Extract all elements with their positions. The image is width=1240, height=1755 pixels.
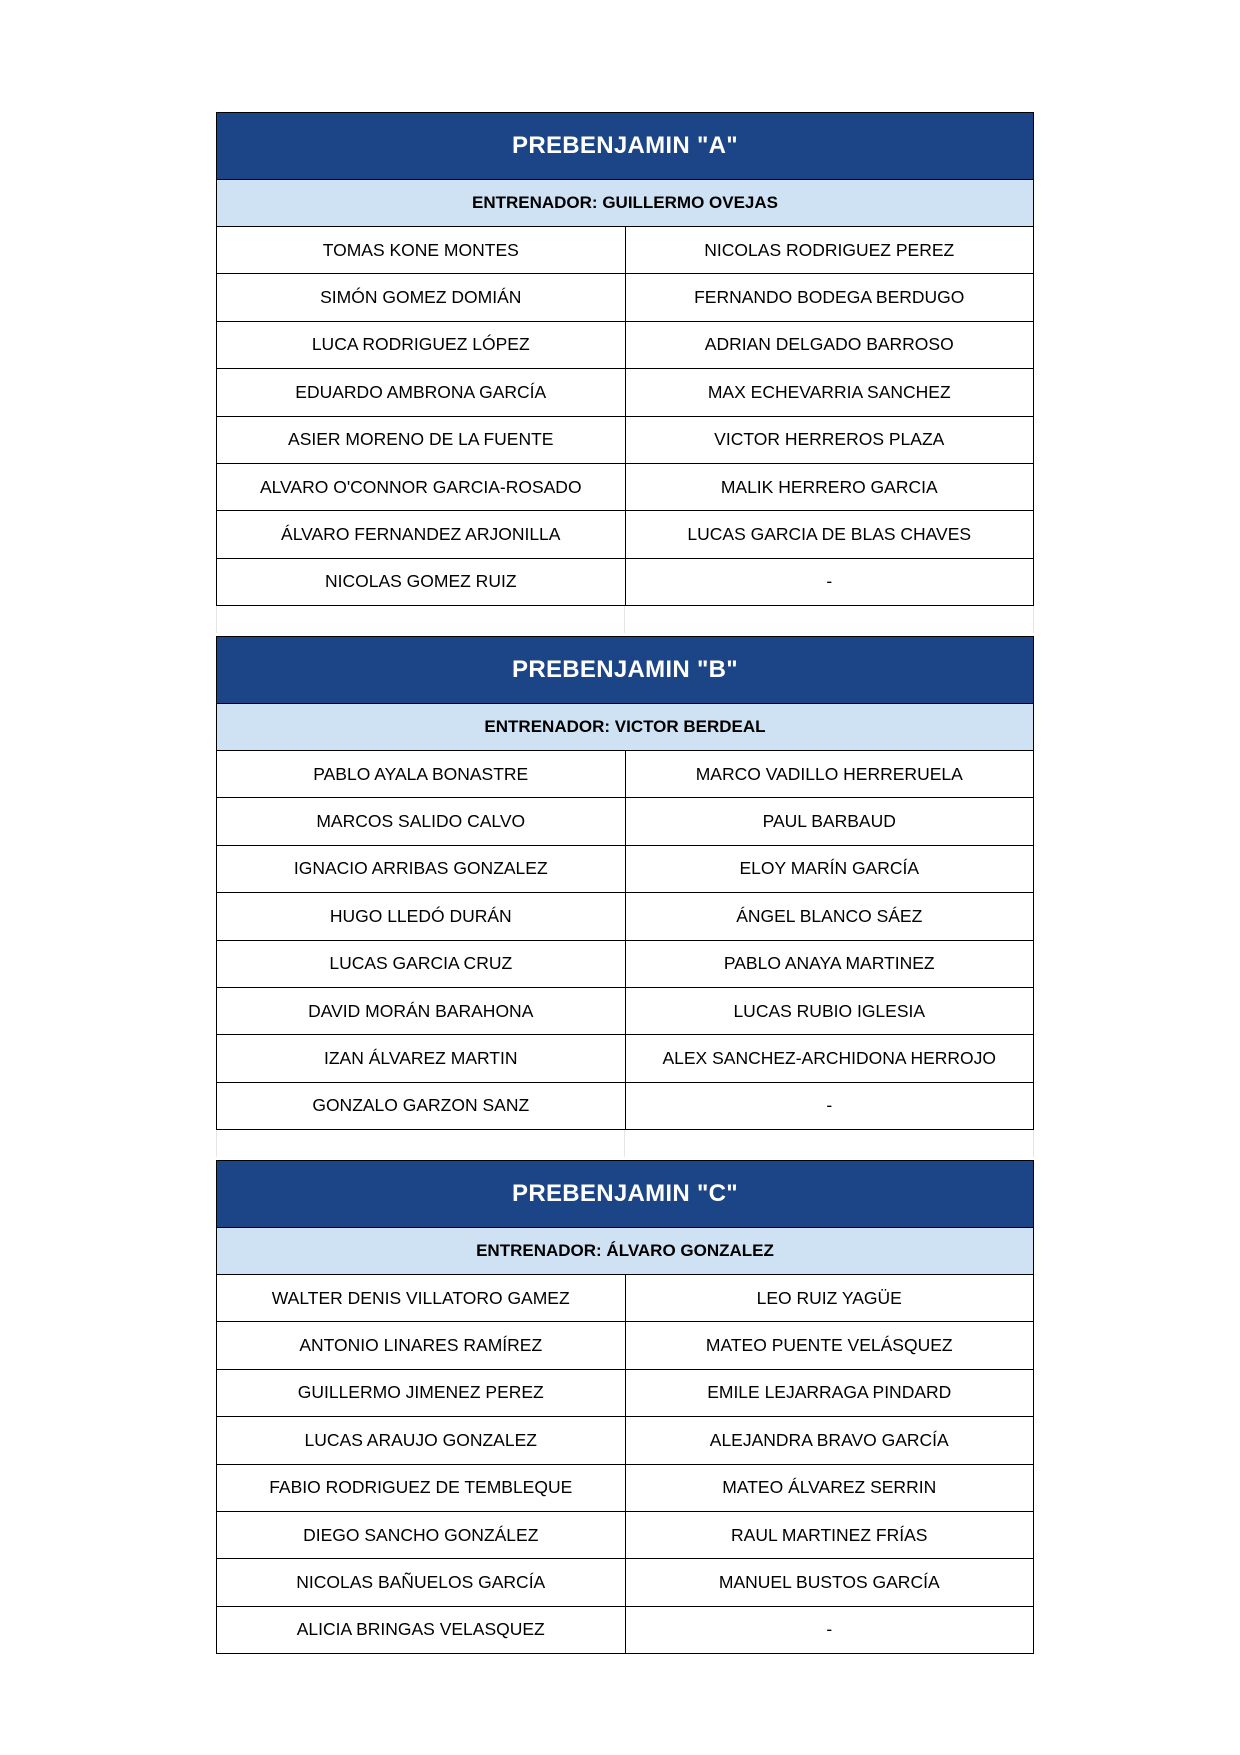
player-name-right: ADRIAN DELGADO BARROSO [626, 322, 1035, 368]
player-name-left: ASIER MORENO DE LA FUENTE [217, 417, 626, 463]
player-name-right: MANUEL BUSTOS GARCÍA [626, 1559, 1035, 1605]
player-name-left: GONZALO GARZON SANZ [217, 1083, 626, 1129]
player-name-right: EMILE LEJARRAGA PINDARD [626, 1370, 1035, 1416]
player-name-right: FERNANDO BODEGA BERDUGO [626, 274, 1035, 320]
player-name-left: ALICIA BRINGAS VELASQUEZ [217, 1607, 626, 1653]
player-name-left: LUCAS GARCIA CRUZ [217, 941, 626, 987]
table-row [217, 274, 1034, 321]
player-name-right: MATEO PUENTE VELÁSQUEZ [626, 1322, 1035, 1368]
table-row [217, 1322, 1034, 1369]
team-table-a [216, 112, 1034, 633]
player-name-right: MAX ECHEVARRIA SANCHEZ [626, 369, 1035, 415]
table-row [217, 1035, 1034, 1082]
roster [216, 1275, 1034, 1654]
table-row [217, 1512, 1034, 1559]
table-row [217, 941, 1034, 988]
table-row [217, 1275, 1034, 1322]
player-name-right: MARCO VADILLO HERRERUELA [626, 751, 1035, 797]
player-name-left: DAVID MORÁN BARAHONA [217, 988, 626, 1034]
player-name-right: ALEX SANCHEZ-ARCHIDONA HERROJO [626, 1035, 1035, 1081]
coach-label: ENTRENADOR: VICTOR BERDEAL [216, 704, 1034, 751]
coach-label: ENTRENADOR: ÁLVARO GONZALEZ [216, 1228, 1034, 1275]
coach-label: ENTRENADOR: GUILLERMO OVEJAS [216, 180, 1034, 227]
player-name-left: DIEGO SANCHO GONZÁLEZ [217, 1512, 626, 1558]
team-title: PREBENJAMIN "A" [216, 112, 1034, 180]
table-row [217, 798, 1034, 845]
player-name-left: NICOLAS GOMEZ RUIZ [217, 559, 626, 605]
table-row [217, 559, 1034, 606]
player-name-right: - [626, 559, 1035, 605]
table-row [217, 227, 1034, 274]
player-name-left: LUCAS ARAUJO GONZALEZ [217, 1417, 626, 1463]
team-title: PREBENJAMIN "C" [216, 1160, 1034, 1228]
player-name-right: LEO RUIZ YAGÜE [626, 1275, 1035, 1321]
player-name-left: ANTONIO LINARES RAMÍREZ [217, 1322, 626, 1368]
table-row [217, 322, 1034, 369]
player-name-left: TOMAS KONE MONTES [217, 227, 626, 273]
table-row [217, 846, 1034, 893]
table-row [217, 417, 1034, 464]
table-row [217, 1417, 1034, 1464]
table-row [217, 1559, 1034, 1606]
player-name-right: PAUL BARBAUD [626, 798, 1035, 844]
table-row [217, 1370, 1034, 1417]
table-row [217, 464, 1034, 511]
table-row [217, 988, 1034, 1035]
table-row [217, 751, 1034, 798]
player-name-left: HUGO LLEDÓ DURÁN [217, 893, 626, 939]
table-row [217, 369, 1034, 416]
player-name-left: EDUARDO AMBRONA GARCÍA [217, 369, 626, 415]
player-name-left: GUILLERMO JIMENEZ PEREZ [217, 1370, 626, 1416]
roster [216, 227, 1034, 606]
player-name-left: SIMÓN GOMEZ DOMIÁN [217, 274, 626, 320]
table-row [217, 511, 1034, 558]
player-name-left: ÁLVARO FERNANDEZ ARJONILLA [217, 511, 626, 557]
roster [216, 751, 1034, 1130]
player-name-right: ÁNGEL BLANCO SÁEZ [626, 893, 1035, 939]
team-title: PREBENJAMIN "B" [216, 636, 1034, 704]
player-name-left: LUCA RODRIGUEZ LÓPEZ [217, 322, 626, 368]
table-row [217, 893, 1034, 940]
player-name-right: RAUL MARTINEZ FRÍAS [626, 1512, 1035, 1558]
player-name-right: ELOY MARÍN GARCÍA [626, 846, 1035, 892]
player-name-right: LUCAS GARCIA DE BLAS CHAVES [626, 511, 1035, 557]
player-name-left: WALTER DENIS VILLATORO GAMEZ [217, 1275, 626, 1321]
player-name-left: MARCOS SALIDO CALVO [217, 798, 626, 844]
player-name-right: NICOLAS RODRIGUEZ PEREZ [626, 227, 1035, 273]
table-row [217, 1607, 1034, 1654]
player-name-left: NICOLAS BAÑUELOS GARCÍA [217, 1559, 626, 1605]
player-name-left: PABLO AYALA BONASTRE [217, 751, 626, 797]
player-name-right: MATEO ÁLVAREZ SERRIN [626, 1465, 1035, 1511]
player-name-right: VICTOR HERREROS PLAZA [626, 417, 1035, 463]
table-row [217, 1465, 1034, 1512]
table-row [217, 1083, 1034, 1130]
player-name-left: FABIO RODRIGUEZ DE TEMBLEQUE [217, 1465, 626, 1511]
player-name-right: MALIK HERRERO GARCIA [626, 464, 1035, 510]
player-name-right: PABLO ANAYA MARTINEZ [626, 941, 1035, 987]
player-name-right: - [626, 1083, 1035, 1129]
spacer [216, 1130, 1034, 1157]
player-name-left: ALVARO O'CONNOR GARCIA-ROSADO [217, 464, 626, 510]
team-table-c [216, 1160, 1034, 1654]
player-name-left: IGNACIO ARRIBAS GONZALEZ [217, 846, 626, 892]
team-table-b [216, 636, 1034, 1157]
player-name-right: ALEJANDRA BRAVO GARCÍA [626, 1417, 1035, 1463]
player-name-left: IZAN ÁLVAREZ MARTIN [217, 1035, 626, 1081]
player-name-right: LUCAS RUBIO IGLESIA [626, 988, 1035, 1034]
spacer [216, 606, 1034, 633]
player-name-right: - [626, 1607, 1035, 1653]
